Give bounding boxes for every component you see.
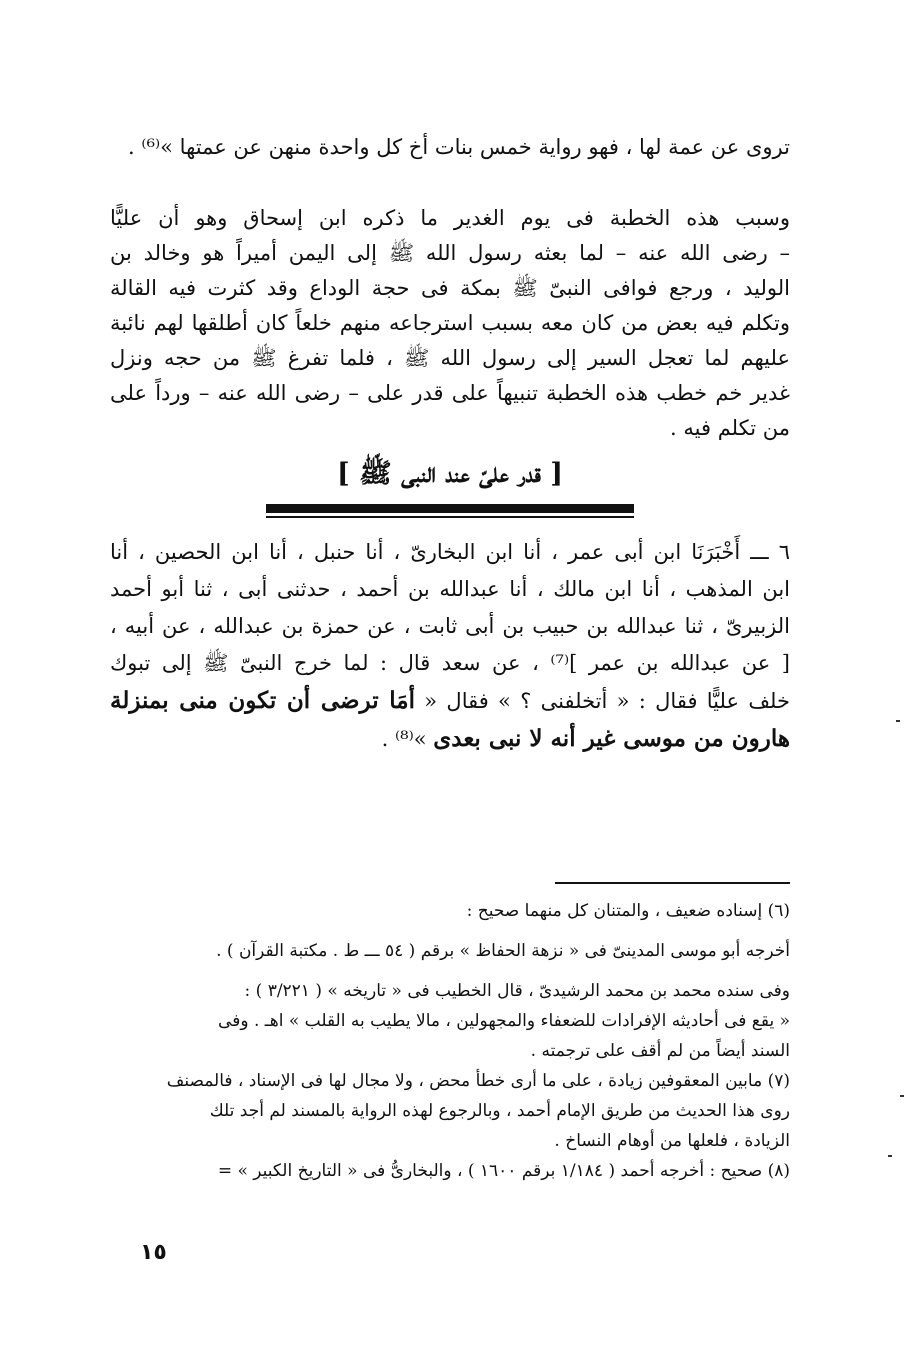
heading-rule-thin [266,516,634,518]
footnote-ref: »⁽⁸⁾ . [381,727,434,751]
text-line: عليهم لما تعجل السير إلى رسول الله ﷺ ، فلما تفرغ ﷺ من حجه ونزل [110,346,790,370]
footnote-7-line: (٧) مابين المعقوفين زيادة ، على ما أرى خطأ محض ، ولا مجال لها فى الإسناد ، فالمصنف [166,1071,790,1091]
scan-speck [888,1155,892,1157]
hadith-bold-text: أمَا ترضى أن تكون منى بمنزلة [110,687,415,714]
footnotes [110,896,790,1186]
hadith-plain-text: خلف عليًّا فقال : « أتخلفنى ؟ » فقال « [414,689,790,713]
text-line [110,682,790,720]
text-line: الوليد ، ورجع فوافى النبىّ ﷺ بمكة فى حجة الوداع وقد كثرت فيه القالة [110,276,790,300]
hadith-paragraph [110,534,790,758]
scan-speck [896,720,900,722]
footnote-6-title: (٦) إسناده ضعيف ، والمتنان كل منهما صحيح : [466,901,790,921]
footnote-separator [555,882,790,884]
footnote-7-line: الزيادة ، فلعلها من أوهام النساخ . [554,1131,790,1151]
footnote-7-line: روى هذا الحديث من طريق الإمام أحمد ، وبالرجوع لهذه الرواية بالمسند لم أجد تلك [209,1101,790,1121]
page-body [110,130,790,1181]
heading-rule-thick [266,504,634,513]
scan-speck [900,1095,904,1097]
text-line [110,720,790,758]
section-heading: [ قدر علىّ عند النبى ﷺ ] [336,458,564,489]
text-line: – رضى الله عنه – لما بعثه رسول الله ﷺ إلى اليمن أميراً هو وخالد بن [110,241,790,265]
text-line: وسبب هذه الخطبة فى يوم الغدير ما ذكره ابن إسحاق وهو أن عليًّا [110,206,790,230]
footnote-6-line: « يقع فى أحاديثه الإفرادات للضعفاء والمجهولين ، مالا يطيب به القلب » اهـ . وفى [218,1011,790,1031]
footnote-6-line: أخرجه أبو موسى المدينىّ فى « نزهة الحفاظ » برقم ( ٥٤ ـــ ط . مكتبة القرآن ) . [216,941,790,961]
text-line: من تكلم فيه . [670,416,790,440]
page-number: ١٥ [140,1240,167,1265]
text-line: ابن المذهب ، أنا ابن مالك ، أنا عبدالله بن أحمد ، حدثنى أبى ، ثنا أبو أحمد [110,577,790,601]
continued-text-line: تروى عن عمة لها ، فهو رواية خمس بنات أخ كل واحدة منهن عن عمتها »⁽⁶⁾ . [128,135,790,159]
hadith-bold-text: هارون من موسى غير أنه لا نبى بعدى [433,725,790,752]
paragraph-ghadir-reason [110,201,790,446]
text-line: وتكلم فيه بعض من كان معه بسبب استرجاعه منهم خلعاً كان أطلقها لهم نائبة [110,311,790,335]
text-line: [ عن عبدالله بن عمر ]⁽⁷⁾ ، عن سعد قال : لما خرج النبىّ ﷺ إلى تبوك [110,651,790,675]
text-line: ٦ ـــ أَخْبَرَنَا ابن أبى عمر ، أنا ابن البخارىّ ، أنا حنبل ، أنا ابن الحصين ، أنا [110,540,790,564]
footnote-8-line: (٨) صحيح : أخرجه أحمد ( ١/١٨٤ برقم ١٦٠٠ ) ، والبخارىُّ فى « التاريخ الكبير » = [217,1161,790,1181]
text-line: غدير خم خطب هذه الخطبة تنبيهاً على قدر على – رضى الله عنه – ورداً على [110,381,790,405]
footnote-6-line: السند أيضاً من لم أقف على ترجمته . [530,1041,790,1061]
footnote-6-line: وفى سنده محمد بن محمد الرشيدىّ ، قال الخطيب فى « تاريخه » ( ٣/٢٢١ ) : [244,981,790,1001]
text-line: الزبيرىّ ، ثنا عبدالله بن حبيب بن أبى ثابت ، عن حمزة بن عبدالله ، عن أبيه ، [110,614,790,638]
